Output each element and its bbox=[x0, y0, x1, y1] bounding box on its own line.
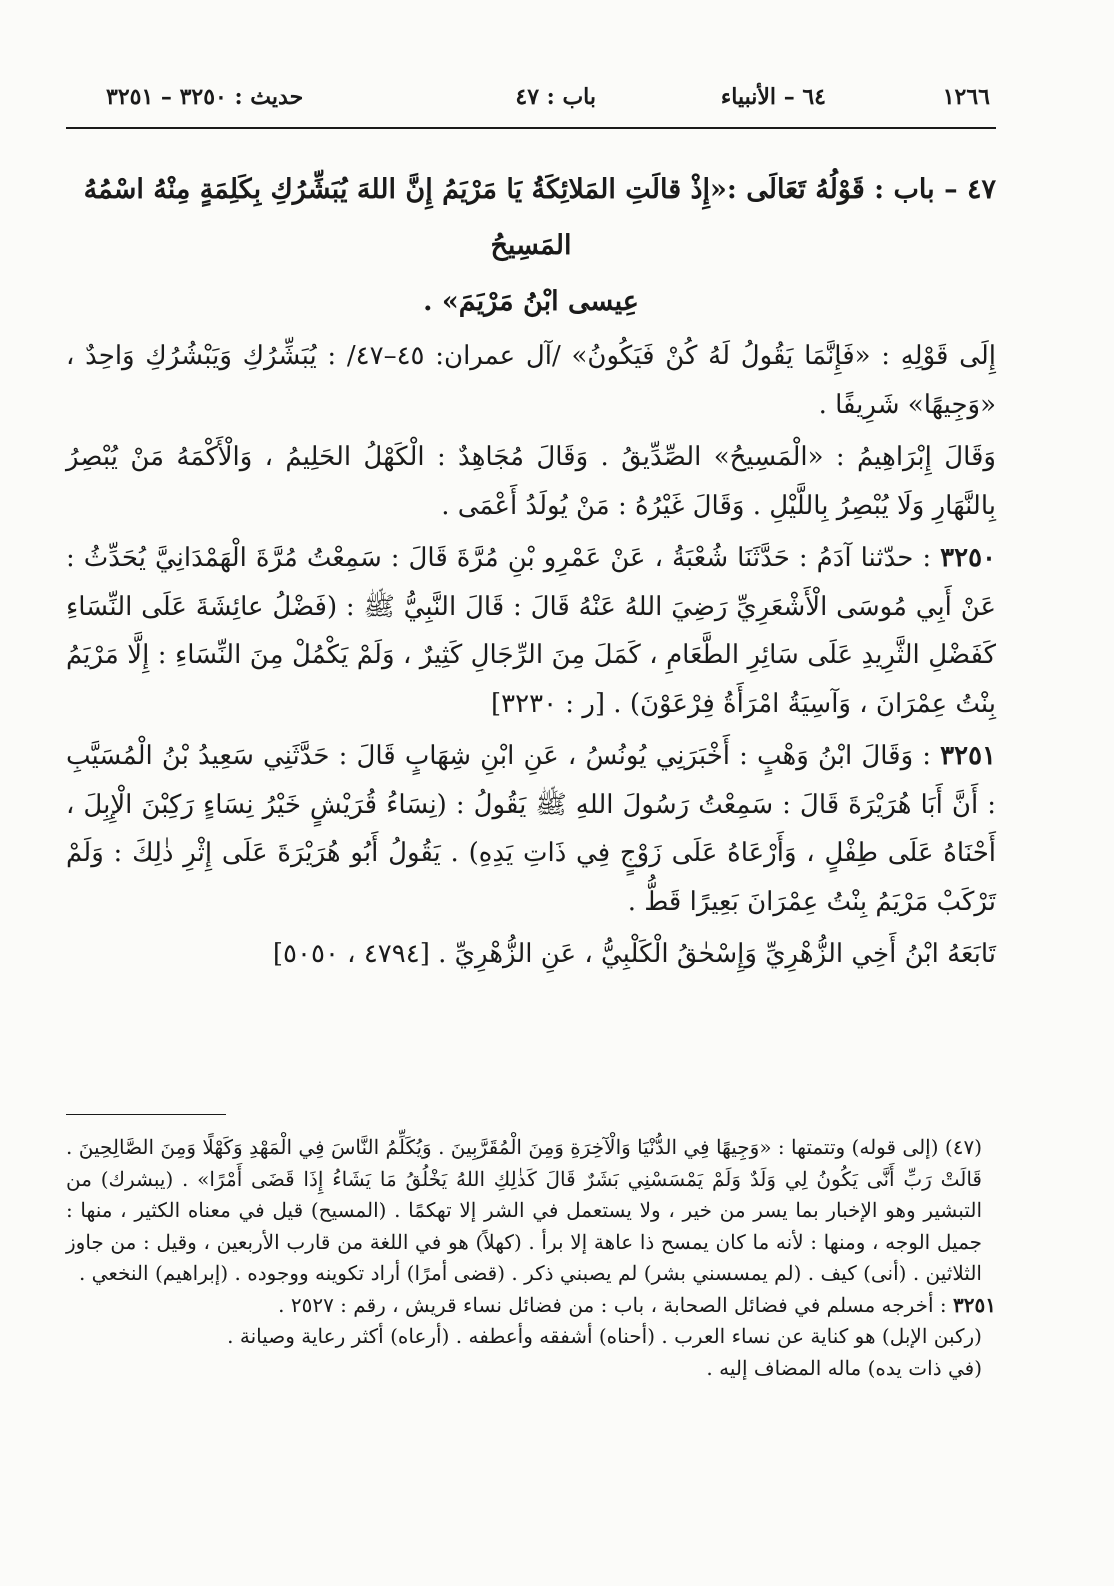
footnote-number: ٣٢٥١ bbox=[953, 1292, 996, 1317]
hadith-text: : وَقَالَ ابْنُ وَهْبٍ : أَخْبَرَنِي يُونُسُ ، عَنِ ابْنِ شِهَابٍ قَالَ : حَدَّثَنِي سَعِيدُ بْنُ الْمُسَيَّبِ : أَنَّ أَبَا هُرَيْرَةَ قَالَ : سَمِعْتُ رَسُولَ اللهِ ﷺ يَقُولُ : (نِسَاءُ قُرَيْشٍ خَيْرُ نِسَاءٍ رَكِبْنَ الْإِبِلَ ، أَحْنَاهُ عَلَى طِفْلٍ ، وَأَرْعَاهُ عَلَى زَوْجٍ فِي ذَاتِ يَدِهِ) . يَقُولُ أَبُو هُرَيْرَةَ عَلَى إِثْرِ ذٰلِكَ : وَلَمْ تَرْكَبْ مَرْيَمُ بِنْتُ عِمْرَانَ بَعِيرًا قَطُّ . bbox=[66, 741, 996, 917]
page-number: ١٢٦٦ bbox=[942, 84, 990, 110]
running-header bbox=[66, 78, 996, 118]
footnotes bbox=[66, 1132, 996, 1384]
footnote-3251-gloss-2: (في ذات يده) ماله المضاف إليه . bbox=[706, 1355, 982, 1380]
footnote-3251 bbox=[66, 1290, 996, 1322]
chapter-number: باب : ٤٧ bbox=[515, 84, 596, 110]
footnote-47: (٤٧) (إلى قوله) وتتمتها : «وَجِيهًا فِي الدُّنْيَا وَالْآخِرَةِ وَمِنَ الْمُقَرَّبِينَ . وَيُكَلِّمُ النَّاسَ فِي الْمَهْدِ وَكَهْلًا وَمِنَ الصَّالِحِينَ . قَالَتْ رَبِّ أَنَّى يَكُونُ لِي وَلَدٌ وَلَمْ يَمْسَسْنِي بَشَرٌ قَالَ كَذٰلِكِ اللهُ يَخْلُقُ مَا يَشَاءُ إِذَا قَضَى أَمْرًا» . (يبشرك) من التبشير وهو الإخبار بما يسر من خير ، ولا يستعمل في الشر إلا تهكمًا . (المسيح) قيل في معناه الكثير ، منها : جميل الوجه ، ومنها : لأنه ما كان يمسح ذا عاهة إلا برأ . (كهلاً) هو في اللغة من قارب الأربعين ، وقيل : من جاوز الثلاثين . (أنى) كيف . (لم يمسسني بشر) لم يصبني ذكر . (قضى أمرًا) أراد تكوينه ووجوده . (إبراهيم) النخعي . bbox=[66, 1135, 982, 1285]
chapter-title-line2: عِيسى ابْنُ مَرْيَمَ» . bbox=[423, 286, 639, 317]
book-page bbox=[66, 78, 996, 1538]
chapter-para-1: إِلَى قَوْلِهِ : «فَإِنَّمَا يَقُولُ لَهُ كُنْ فَيَكُونُ» /آل عمران: ٤٥–٤٧/ : يُبَشِّرُكِ وَيَبْشُرُكِ وَاحِدٌ ، «وَجِيهًا» شَرِيفًا . bbox=[66, 341, 996, 420]
hadith-range: حديث : ٣٢٥٠ – ٣٢٥١ bbox=[106, 84, 304, 110]
hadith-number: ٣٢٥٠ bbox=[940, 543, 996, 573]
hadith-number: ٣٢٥١ bbox=[940, 741, 997, 771]
main-text bbox=[66, 162, 996, 979]
header-divider bbox=[66, 127, 996, 129]
chapter-para-2: وَقَالَ إِبْرَاهِيمُ : «الْمَسِيحُ» الصِّدِّيقُ . وَقَالَ مُجَاهِدٌ : الْكَهْلُ الحَلِيمُ ، وَالْأَكْمَهُ مَنْ يُبْصِرُ بِالنَّهَارِ وَلَا يُبْصِرُ بِاللَّيْلِ . وَقَالَ غَيْرُهُ : مَنْ يُولَدُ أَعْمَى . bbox=[66, 442, 996, 521]
hadith-follow-up: تَابَعَهُ ابْنُ أَخِي الزُّهْرِيِّ وَإِسْحٰقُ الْكَلْبِيُّ ، عَنِ الزُّهْرِيِّ . [٤٧٩٤ ، ٥٠٥٠] bbox=[272, 939, 996, 969]
hadith-text: : حدّثنا آدَمُ : حَدَّثَنَا شُعْبَةُ ، عَنْ عَمْرِو بْنِ مُرَّةَ قَالَ : سَمِعْتُ مُرَّةَ الْهَمْدَانِيَّ يُحَدِّثُ : عَنْ أَبِي مُوسَى الْأَشْعَرِيِّ رَضِيَ اللهُ عَنْهُ قَالَ : قَالَ النَّبِيُّ ﷺ : (فَضْلُ عائِشَةَ عَلَى النِّسَاءِ كَفَضْلِ الثَّرِيدِ عَلَى سَائِرِ الطَّعَامِ ، كَمَلَ مِنَ الرِّجَالِ كَثِيرٌ ، وَلَمْ يَكْمُلْ مِنَ النِّسَاءِ : إِلَّا مَرْيَمُ بِنْتُ عِمْرَانَ ، وَآسِيَةُ امْرَأَةُ فِرْعَوْنَ) . [ر : ٣٢٣٠] bbox=[66, 543, 996, 719]
footnote-3251-gloss-1: (ركبن الإبل) هو كناية عن نساء العرب . (أحناه) أشفقه وأعطفه . (أرعاه) أكثر رعاية وصيانة . bbox=[227, 1324, 982, 1348]
chapter-title bbox=[66, 162, 996, 330]
footnote-text: : أخرجه مسلم في فضائل الصحابة ، باب : من فضائل نساء قريش ، رقم : ٢٥٢٧ . bbox=[278, 1292, 947, 1317]
chapter-title-line1: ٤٧ – باب : قَوْلُهُ تَعَالَى :«إِذْ قالَتِ المَلائِكَةُ يَا مَرْيَمُ إِنَّ اللهَ يُبَشِّرُكِ بِكَلِمَةٍ مِنْهُ اسْمُهُ المَسِيحُ bbox=[83, 174, 996, 261]
hadith-3250 bbox=[66, 534, 996, 728]
footnote-divider bbox=[66, 1114, 226, 1115]
hadith-3251 bbox=[66, 732, 996, 926]
book-title: ٦٤ – الأنبياء bbox=[720, 84, 826, 110]
